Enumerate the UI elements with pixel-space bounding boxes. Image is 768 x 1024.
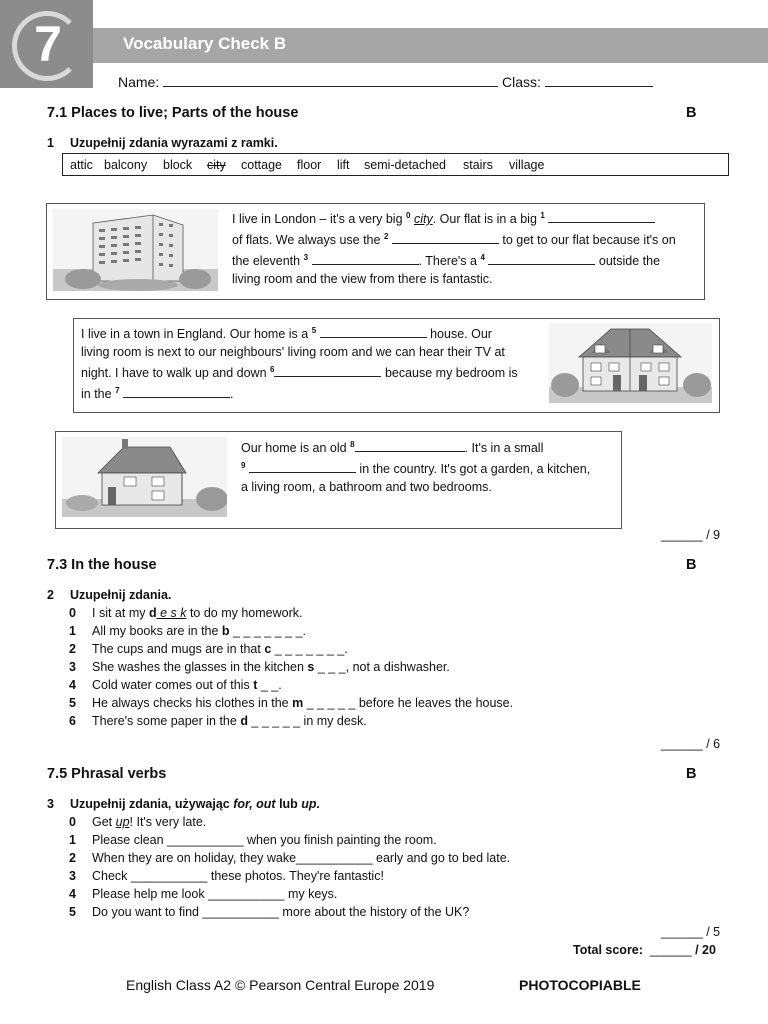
item-number: 6 [69, 714, 76, 728]
cottage-image [62, 437, 227, 517]
gap-number: 1 [540, 211, 545, 220]
item-text: ! It's very late. [129, 815, 207, 829]
word-item: stairs [463, 158, 493, 172]
text: because my bedroom is [381, 366, 518, 381]
paragraph-3 [241, 436, 616, 496]
item-number: 2 [69, 642, 76, 656]
text: . Our flat is in a big [432, 212, 541, 227]
item-text: He always checks his clothes in the [92, 696, 293, 710]
score-field[interactable]: ______ [661, 925, 703, 939]
letter-gaps[interactable]: _ _ _ _ _ [303, 696, 356, 710]
section-version: B [686, 105, 697, 121]
class-label: Class: [502, 74, 541, 90]
gap-number: 9 [241, 461, 246, 471]
answer-gap-3[interactable] [312, 253, 419, 265]
text: for, out [233, 797, 276, 811]
item-number: 3 [69, 869, 76, 883]
section-version: B [686, 766, 697, 782]
task-number: 1 [47, 136, 54, 150]
text: to get to our flat because it's on [498, 233, 676, 248]
answer-gap-9[interactable] [249, 461, 356, 473]
word-item: cottage [241, 158, 283, 172]
example-answer: city [413, 212, 433, 227]
task-title: Uzupełnij zdania wyrazami z ramki. [70, 136, 278, 150]
footer-photocopiable: PHOTOCOPIABLE [519, 977, 641, 993]
example-answer: up [115, 815, 130, 829]
item-text: in my desk. [300, 714, 367, 728]
item-text: . [278, 678, 282, 692]
item-number: 5 [69, 696, 76, 710]
letter-gaps[interactable]: _ _ _ [314, 660, 346, 674]
text: . There's a [418, 254, 481, 269]
item-number: 4 [69, 887, 76, 901]
first-letter: c [264, 642, 272, 656]
item-number: 1 [69, 624, 76, 638]
item-text[interactable]: Check ___________ these photos. They're fantastic! [92, 869, 384, 883]
first-letter: b [221, 624, 230, 638]
word-item: lift [337, 158, 350, 172]
letter-gaps[interactable]: _ _ _ _ _ [247, 714, 301, 728]
section-title: 7.3 In the house [47, 557, 157, 573]
item-number: 3 [69, 660, 76, 674]
gap-number: 2 [383, 232, 389, 242]
list-item [69, 815, 669, 833]
text: house. Our [426, 327, 492, 342]
task-title: Uzupełnij zdania. [70, 588, 172, 602]
score-field[interactable]: ______ [661, 737, 703, 751]
item-text: Cold water comes out of this [92, 678, 254, 692]
footer-copyright: English Class A2 © Pearson Central Europe 2019 [126, 977, 435, 993]
answer-gap-6[interactable] [274, 365, 381, 377]
item-text: She washes the glasses in the kitchen [92, 660, 308, 674]
text: living room is next to our neighbours' living room and we can hear their TV at [81, 345, 505, 360]
text: living room and the view from there is fantastic. [232, 272, 493, 287]
list-item[interactable] [69, 851, 669, 869]
total-score-field[interactable]: ______ [649, 943, 692, 957]
word-item: block [163, 158, 193, 172]
item-text: I sit at my [92, 606, 149, 620]
text: in the country. It's got a garden, a kitchen, [359, 462, 591, 477]
score-total: / 5 [706, 925, 721, 939]
item-text[interactable]: When they are on holiday, they wake___________ early and go to bed late. [92, 851, 511, 865]
text: . [230, 387, 234, 402]
item-number: 0 [69, 815, 76, 829]
total-score-label: Total score: [573, 943, 643, 957]
text: Uzupełnij zdania, używając [70, 797, 234, 811]
exercise-2-list [69, 606, 669, 732]
text: I live in London – it's a very big [232, 212, 407, 227]
word-box [62, 153, 729, 176]
gap-number: 7 [115, 386, 120, 396]
word-item: village [509, 158, 545, 172]
word-item: semi-detached [364, 158, 446, 172]
text: lub [275, 797, 302, 811]
text: the eleventh [232, 254, 304, 269]
page-title: Vocabulary Check B [123, 34, 287, 53]
list-item[interactable] [69, 887, 669, 905]
section-version: B [686, 557, 697, 573]
gap-number: 6 [270, 365, 275, 375]
letter-gaps[interactable]: _ _ _ _ _ _ _ [229, 624, 303, 638]
first-letter: m [292, 696, 304, 710]
unit-number: 7 [34, 16, 62, 72]
gap-number: 8 [350, 440, 355, 449]
section-title: 7.1 Places to live; Parts of the house [47, 105, 299, 121]
total-score-value: / 20 [695, 943, 716, 957]
total-score [573, 943, 716, 957]
list-item[interactable] [69, 642, 669, 660]
answer-gap-8[interactable] [355, 440, 465, 452]
answer-gap-5[interactable] [320, 326, 427, 338]
score-total: / 6 [706, 737, 721, 751]
text: Our home is an old [241, 441, 351, 456]
letter-gaps[interactable]: _ _ [257, 678, 279, 692]
task-number: 3 [47, 797, 54, 811]
item-text: , not a dishwasher. [345, 660, 450, 674]
score-field[interactable]: ______ [661, 528, 703, 542]
list-item [69, 606, 669, 624]
task-title [70, 797, 320, 811]
text: of flats. We always use the [232, 233, 384, 248]
block-of-flats-image [53, 209, 218, 291]
section-score [661, 737, 720, 751]
first-letter: d [240, 714, 248, 728]
item-number: 0 [69, 606, 76, 620]
exercise-3-list [69, 815, 669, 923]
name-class-line [118, 74, 653, 90]
list-item[interactable] [69, 696, 669, 714]
text: a living room, a bathroom and two bedrooms. [241, 480, 492, 495]
item-text: . [302, 624, 307, 638]
item-text: before he leaves the house. [355, 696, 514, 710]
item-text: The cups and mugs are in that [92, 642, 265, 656]
item-number: 1 [69, 833, 76, 847]
paragraph-2 [81, 322, 551, 403]
gap-number: 4 [480, 253, 485, 263]
first-letter: t [253, 678, 258, 692]
list-item[interactable] [69, 660, 669, 678]
word-item: floor [297, 158, 322, 172]
gap-number: 0 [406, 211, 411, 220]
text: in the [81, 387, 116, 402]
semi-detached-house-image [549, 323, 712, 403]
item-text[interactable]: Please clean ___________ when you finish painting the room. [92, 833, 437, 847]
text: . It's in a small [464, 441, 544, 456]
section-title: 7.5 Phrasal verbs [47, 766, 167, 782]
list-item[interactable] [69, 714, 669, 732]
item-number: 2 [69, 851, 76, 865]
list-item[interactable] [69, 678, 669, 696]
score-total: / 9 [706, 528, 721, 542]
text: I live in a town in England. Our home is a [81, 327, 312, 342]
text: night. I have to walk up and down [81, 366, 271, 381]
list-item[interactable] [69, 905, 669, 923]
paragraph-1 [232, 207, 697, 288]
section-score [661, 925, 720, 939]
list-item[interactable] [69, 833, 669, 851]
list-item[interactable] [69, 869, 669, 887]
task-number: 2 [47, 588, 54, 602]
item-text: to do my homework. [186, 606, 303, 620]
name-label: Name: [118, 74, 160, 90]
section-score [661, 528, 720, 542]
list-item[interactable] [69, 624, 669, 642]
example-answer: e s k [156, 606, 187, 620]
text: up. [301, 797, 321, 811]
class-field[interactable] [545, 74, 653, 87]
item-text[interactable]: Do you want to find ___________ more about the history of the UK? [92, 905, 470, 919]
answer-gap-2[interactable] [392, 232, 499, 244]
name-field[interactable] [163, 74, 498, 87]
word-item: balcony [104, 158, 148, 172]
first-letter: s [307, 660, 315, 674]
letter-gaps[interactable]: _ _ _ _ _ _ _ [271, 642, 345, 656]
item-text[interactable]: Please help me look ___________ my keys. [92, 887, 338, 901]
item-number: 4 [69, 678, 76, 692]
first-letter: d [148, 606, 157, 620]
item-number: 5 [69, 905, 76, 919]
word-item-crossed: city [207, 158, 226, 172]
answer-gap-4[interactable] [488, 253, 595, 265]
answer-gap-1[interactable] [548, 211, 655, 223]
item-text: There's some paper in the [92, 714, 241, 728]
text: outside the [595, 254, 661, 269]
word-item: attic [70, 158, 93, 172]
answer-gap-7[interactable] [123, 386, 230, 398]
item-text: . [344, 642, 348, 656]
item-text: Get [92, 815, 116, 829]
item-text: All my books are in the [92, 624, 222, 638]
gap-number: 5 [311, 326, 317, 335]
gap-number: 3 [303, 253, 309, 263]
